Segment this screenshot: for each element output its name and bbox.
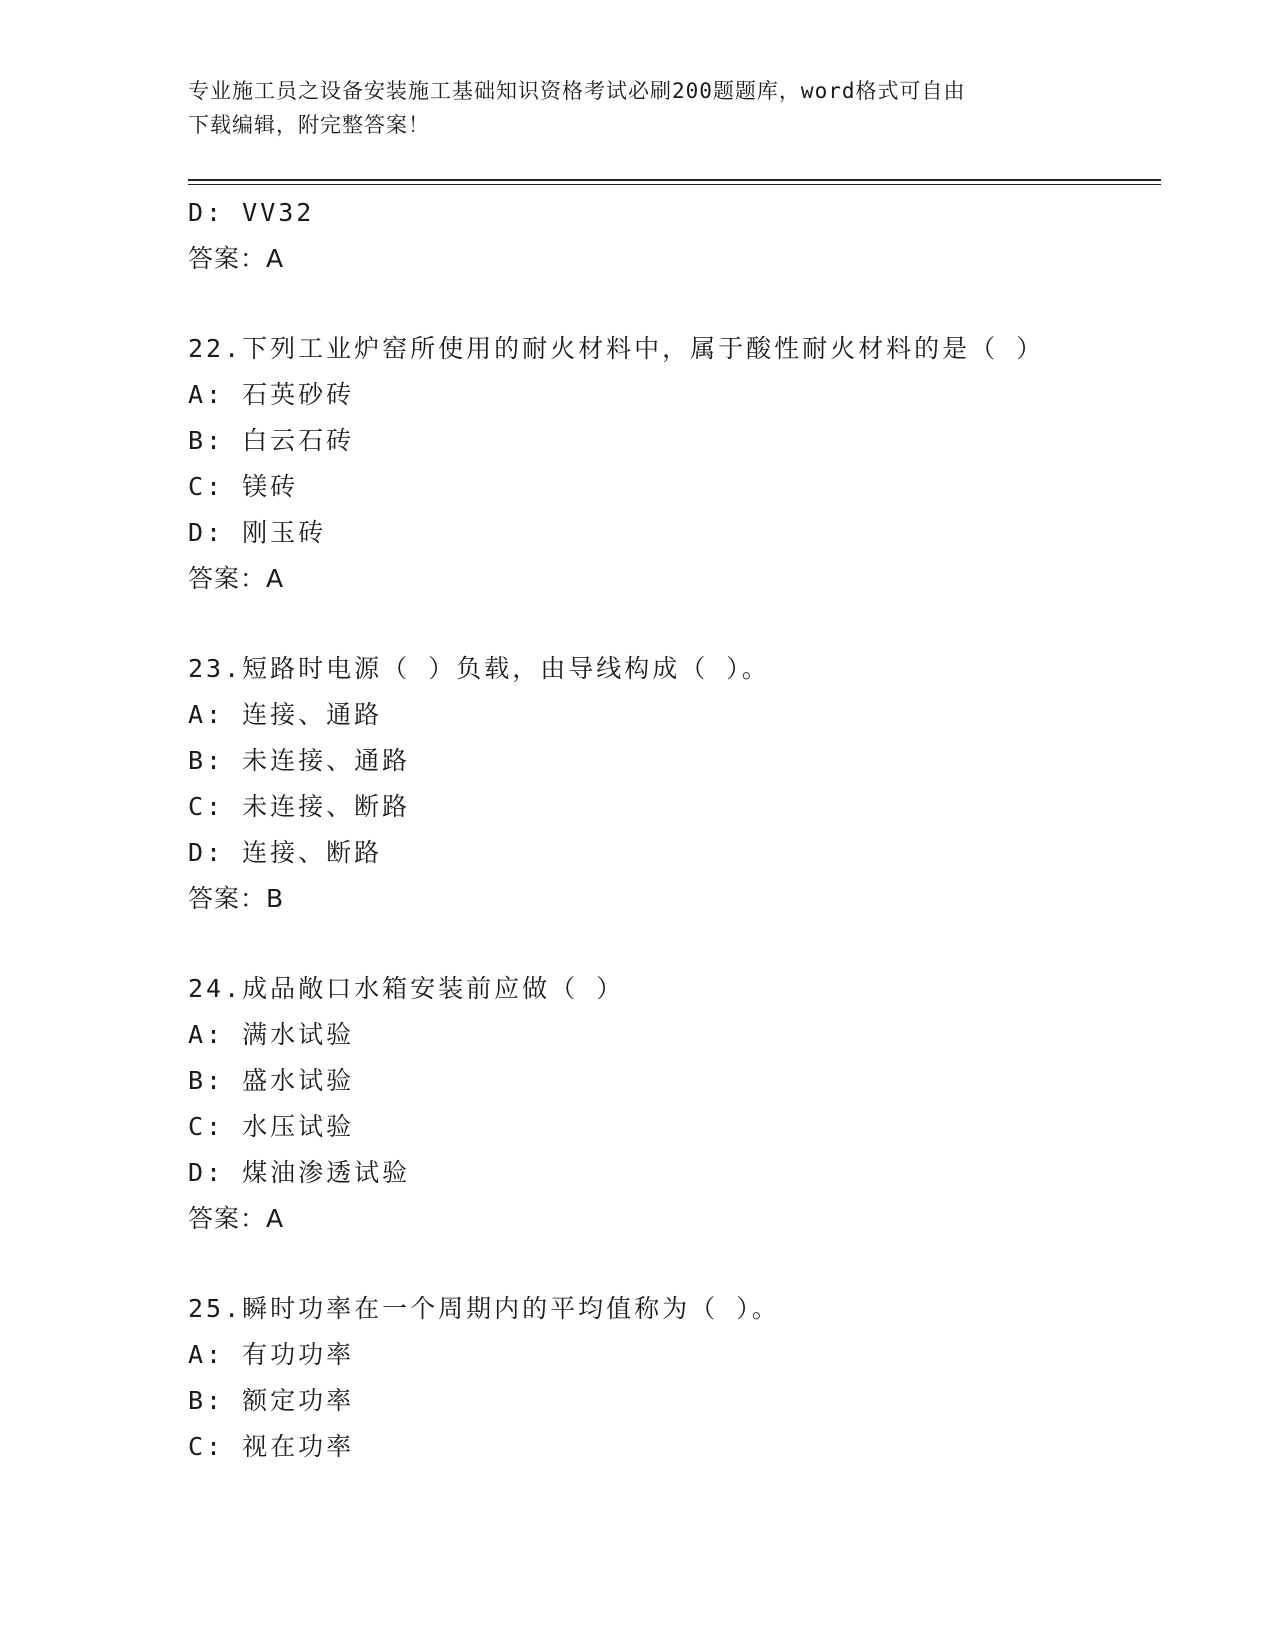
- option-b: B: 额定功率: [188, 1386, 355, 1415]
- option-c: C: 视在功率: [188, 1432, 355, 1461]
- option-a: A: 满水试验: [188, 1020, 355, 1049]
- option-a: A: 有功功率: [188, 1340, 355, 1369]
- answer-line: 答案：A: [188, 1204, 285, 1233]
- answer-line: 答案：B: [188, 884, 285, 913]
- header-line-1: 专业施工员之设备安装施工基础知识资格考试必刷200题题库，word格式可自由: [188, 79, 966, 103]
- option-b: B: 白云石砖: [188, 426, 355, 455]
- question-25: [188, 1286, 1161, 1470]
- option-b: B: 未连接、通路: [188, 746, 411, 775]
- question-stem: 25.瞬时功率在一个周期内的平均值称为（ ）。: [188, 1294, 780, 1323]
- question-23: [188, 646, 1161, 922]
- option-a: A: 石英砂砖: [188, 380, 355, 409]
- header-divider-thick: [188, 179, 1161, 181]
- question-stem: 23.短路时电源（ ）负载，由导线构成（ ）。: [188, 654, 770, 683]
- question-stem: 24.成品敞口水箱安装前应做（ ）: [188, 974, 625, 1003]
- document-header: [188, 74, 1088, 142]
- question-22: [188, 326, 1161, 602]
- option-c: C: 水压试验: [188, 1112, 355, 1141]
- question-list: [188, 190, 1161, 1470]
- option-d: D: VV32: [188, 198, 315, 227]
- option-b: B: 盛水试验: [188, 1066, 355, 1095]
- option-d: D: 煤油渗透试验: [188, 1158, 411, 1187]
- header-divider-thin: [188, 184, 1161, 185]
- answer-line: 答案：A: [188, 244, 285, 273]
- option-c: C: 未连接、断路: [188, 792, 411, 821]
- answer-line: 答案：A: [188, 564, 285, 593]
- option-d: D: 刚玉砖: [188, 518, 327, 547]
- option-a: A: 连接、通路: [188, 700, 383, 729]
- option-d: D: 连接、断路: [188, 838, 383, 867]
- option-c: C: 镁砖: [188, 472, 299, 501]
- header-line-2: 下载编辑，附完整答案！: [188, 113, 430, 137]
- question-24: [188, 966, 1161, 1242]
- question-stem: 22.下列工业炉窑所使用的耐火材料中，属于酸性耐火材料的是（ ）: [188, 334, 1045, 363]
